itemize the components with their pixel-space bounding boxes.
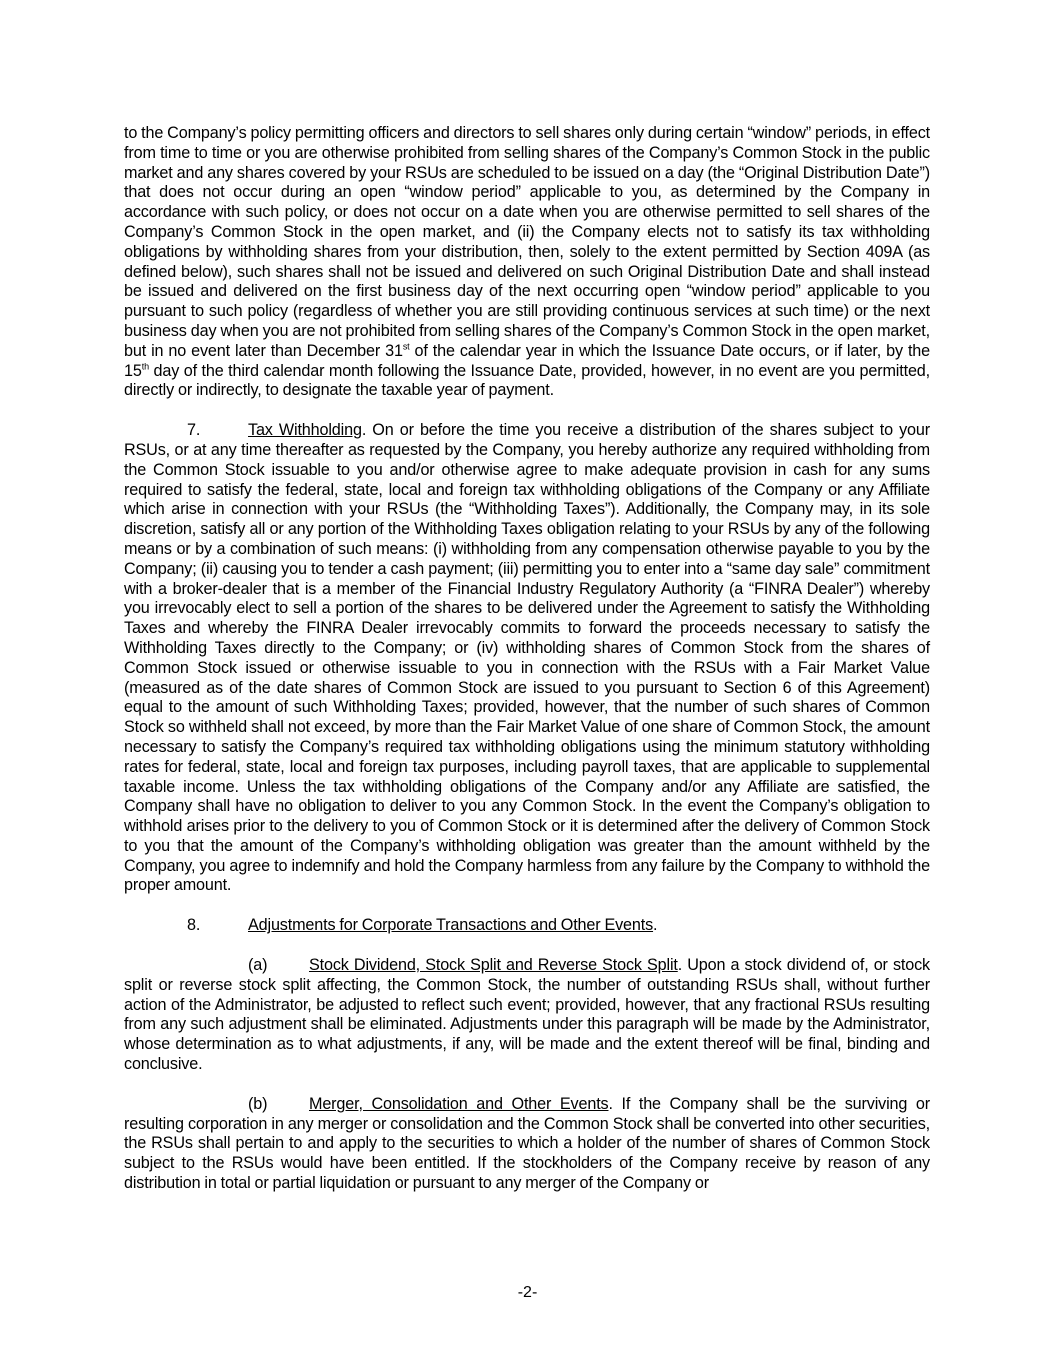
subsection-body: . If the Company shall be the surviving or resulting corporation in any merger or consolidation and the Common Stock shall be converted into other securities, the RSUs shall pertain to and apply to the securities to which a holder of the number of shares of Common Stock subject to the RSUs would have been entitled. If the stockholders of the Company receive by reason of any distribution in total or partial liquidation or pursuant to any merger of the Company or [124, 1094, 930, 1193]
subsection-a-paragraph [124, 956, 930, 1075]
subsection-heading: Merger, Consolidation and Other Events [309, 1094, 609, 1113]
section-heading: Tax Withholding [248, 421, 362, 440]
paragraph-text: day of the third calendar month following the Issuance Date, provided, however, in no event are you permitted, directly or indirectly, to designate the taxable year of payment. [124, 361, 930, 400]
section-7-paragraph [124, 421, 930, 896]
paragraph-text: of the calendar year in which the Issuance Date occurs, or if later, by the 15 [124, 341, 930, 380]
subsection-label: (b) [248, 1094, 268, 1113]
continuation-paragraph [124, 124, 930, 401]
subsection-body: . Upon a stock dividend of, or stock split or reverse stock split affecting, the Common Stock, the number of outstanding RSUs shall, without further action of the Administrator, be adjusted to reflect such event; provided, however, that any fractional RSUs resulting from any such adjustment shall be eliminated. Adjustments under this paragraph will be made by the Administrator, whose determination as to what adjustments, if any, will be made and the extent thereof will be final, binding and conclusive. [124, 956, 930, 1074]
subsection-heading: Stock Dividend, Stock Split and Reverse Stock Split [309, 956, 678, 975]
section-number: 7. [187, 421, 201, 440]
subsection-label: (a) [248, 956, 268, 975]
section-number: 8. [187, 916, 201, 935]
paragraph-text: to the Company’s policy permitting officers and directors to sell shares only during certain “window” periods, in effect from time to time or you are otherwise prohibited from selling shares of the Company’s Common Stock in the public market and any shares covered by your RSUs are scheduled to be issued on a day (the “Original Distribution Date”) that does not occur during an open “window period” applicable to you, as determined by the Company in accordance with such policy, or does not occur on a date when you are otherwise permitted to sell shares of the Company’s Common Stock in the open market, and (ii) the Company elects not to satisfy its tax withholding obligations by withholding shares from your distribution, then, solely to the extent permitted by Section 409A (as defined below), such shares shall not be issued and delivered on such Original Distribution Date and shall instead be issued and delivered on the first business day of the next occurring open “window period” applicable to you pursuant to such policy (regardless of whether you are still providing continuous services at such time) or the next business day when you are not prohibited from selling shares of the Company’s Common Stock in the open market, but in no event later than December 31 [124, 124, 930, 360]
superscript: th [141, 361, 149, 372]
section-body: . On or before the time you receive a distribution of the shares subject to your RSUs, or at any time thereafter as requested by the Company, you hereby authorize any required withholding from the Common Stock issuable to you and/or otherwise agree to make adequate provision in cash for any sums required to satisfy the federal, state, local and foreign tax withholding obligations of the Company or any Affiliate which arise in connection with your RSUs (the “Withholding Taxes”). Additionally, the Company may, in its sole discretion, satisfy all or any portion of the Withholding Taxes obligation relating to your RSUs by any of the following means or by a combination of such means: (i) withholding from any compensation otherwise payable to you by the Company; (ii) causing you to tender a cash payment; (iii) permitting you to enter into a “same day sale” commitment with a broker-dealer that is a member of the Financial Industry Regulatory Authority (a “FINRA Dealer”) whereby you irrevocably elect to sell a portion of the shares to be delivered under the Agreement to satisfy the Withholding Taxes and whereby the FINRA Dealer irrevocably commits to forward the proceeds necessary to satisfy the Withholding Taxes directly to the Company; or (iv) withholding shares of Common Stock from the shares of Common Stock issued or otherwise issuable to you in connection with the RSUs with a Fair Market Value (measured as of the date shares of Common Stock are issued to you pursuant to Section 6 of this Agreement) equal to the amount of such Withholding Taxes; provided, however, that the number of such shares of Common Stock so withheld shall not exceed, by more than the Fair Market Value of one share of Common Stock, the amount necessary to satisfy the Company’s required tax withholding obligations using the minimum statutory withholding rates for federal, state, local and foreign tax purposes, including payroll taxes, that are applicable to supplemental taxable income. Unless the tax withholding obligations of the Company and/or any Affiliate are satisfied, the Company shall have no obligation to deliver to you any Common Stock. In the event the Company’s obligation to withhold arises prior to the delivery to you of Common Stock or it is determined after the delivery of Common Stock to you that the amount of the Company’s withholding obligation was greater than the amount withheld by the Company, you agree to indemnify and hold the Company harmless from any failure by the Company to withhold the proper amount. [124, 421, 930, 895]
section-8-heading [124, 916, 930, 936]
subsection-b-paragraph [124, 1095, 930, 1194]
document-page [124, 124, 930, 1214]
superscript: st [402, 341, 410, 352]
heading-suffix: . [653, 916, 658, 935]
section-heading: Adjustments for Corporate Transactions and Other Events [248, 916, 654, 935]
page-number: -2- [517, 1284, 538, 1301]
